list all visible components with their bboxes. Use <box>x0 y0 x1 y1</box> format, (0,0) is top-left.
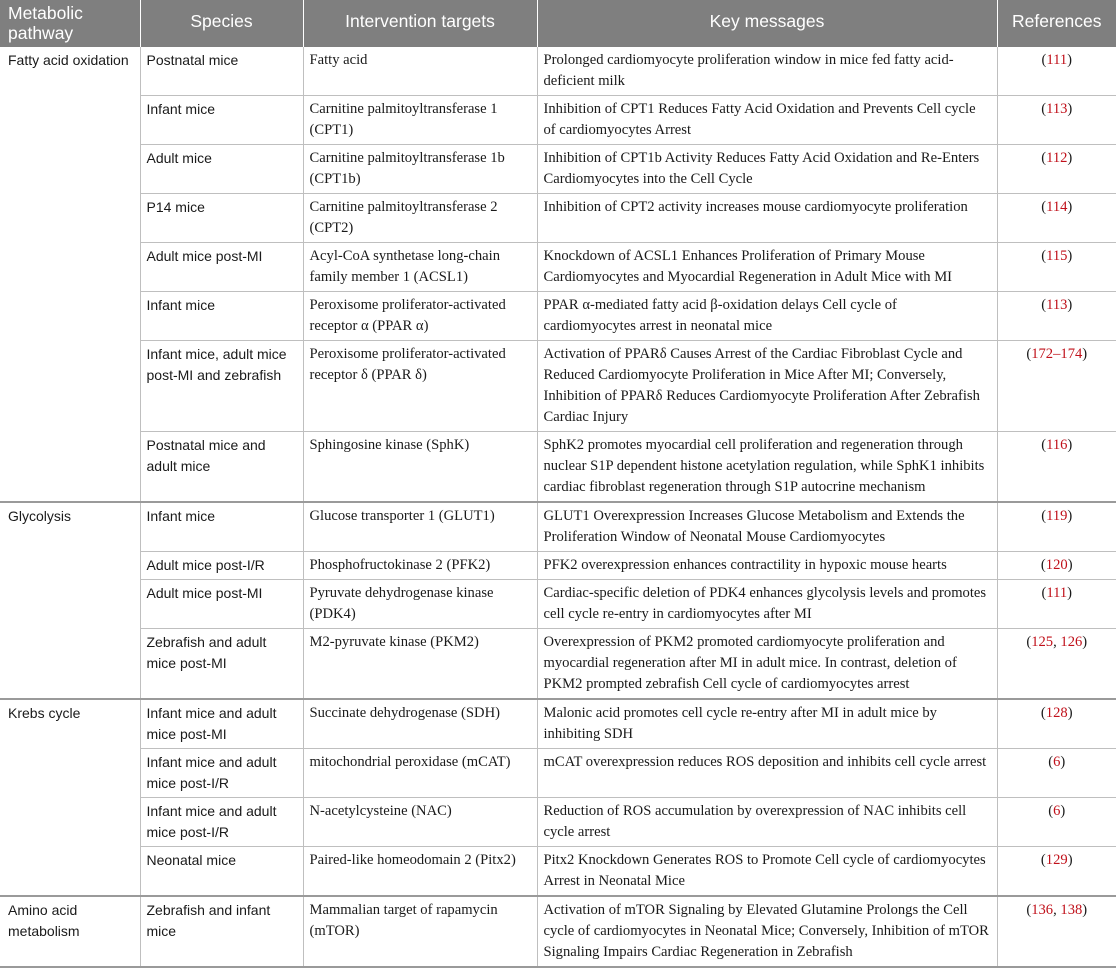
reference-link[interactable]: 128 <box>1045 705 1068 721</box>
cell-species: Infant mice <box>140 292 303 341</box>
reference-link[interactable]: 111 <box>1046 52 1068 68</box>
header-references: References <box>997 0 1116 47</box>
cell-key-message: Activation of PPARδ Causes Arrest of the Cardiac Fibroblast Cycle and Reduced Cardiomyocyte Proliferation in Mice After MI; Conversely, Inhibition of PPARδ Reduces Cardiomyocyte Proliferation After Zebrafish Cardiac Injury <box>537 341 997 432</box>
table-row <box>0 699 1116 749</box>
reference-link[interactable]: 112 <box>1046 150 1068 166</box>
cell-references: (116) <box>997 432 1116 503</box>
reference-link[interactable]: 116 <box>1046 437 1068 453</box>
cell-intervention-target: Phosphofructokinase 2 (PFK2) <box>303 552 537 580</box>
reference-link[interactable]: 138 <box>1060 902 1083 918</box>
table-row <box>0 194 1116 243</box>
cell-references: (120) <box>997 552 1116 580</box>
cell-key-message: mCAT overexpression reduces ROS deposition and inhibits cell cycle arrest <box>537 749 997 798</box>
cell-references: (112) <box>997 145 1116 194</box>
cell-intervention-target: Succinate dehydrogenase (SDH) <box>303 699 537 749</box>
reference-link[interactable]: 113 <box>1046 101 1068 117</box>
cell-key-message: Knockdown of ACSL1 Enhances Proliferation of Primary Mouse Cardiomyocytes and Myocardial Regeneration in Adult Mice with MI <box>537 243 997 292</box>
header-species: Species <box>140 0 303 47</box>
table-row <box>0 292 1116 341</box>
table-row <box>0 798 1116 847</box>
table-row <box>0 96 1116 145</box>
header-metabolic-pathway: Metabolic pathway <box>0 0 140 47</box>
cell-intervention-target: M2-pyruvate kinase (PKM2) <box>303 629 537 700</box>
cell-species: Postnatal mice and adult mice <box>140 432 303 503</box>
cell-key-message: Malonic acid promotes cell cycle re-entry after MI in adult mice by inhibiting SDH <box>537 699 997 749</box>
reference-link[interactable]: 136 <box>1031 902 1054 918</box>
cell-metabolic-pathway: Fatty acid oxidation <box>0 47 140 502</box>
cell-references: (172–174) <box>997 341 1116 432</box>
reference-link[interactable]: 120 <box>1045 557 1068 573</box>
table-row <box>0 502 1116 552</box>
cell-references: (111) <box>997 580 1116 629</box>
cell-key-message: Overexpression of PKM2 promoted cardiomyocyte proliferation and myocardial regeneration after MI in adult mice. In contrast, deletion of PKM2 prompted zebrafish Cell cycle of cardiomyocytes arrest <box>537 629 997 700</box>
cell-key-message: Reduction of ROS accumulation by overexpression of NAC inhibits cell cycle arrest <box>537 798 997 847</box>
reference-link[interactable]: 115 <box>1046 248 1068 264</box>
table-row <box>0 847 1116 897</box>
cell-key-message: Prolonged cardiomyocyte proliferation window in mice fed fatty acid-deficient milk <box>537 47 997 96</box>
cell-key-message: Cardiac-specific deletion of PDK4 enhances glycolysis levels and promotes cell cycle re-entry in cardiomyocytes after MI <box>537 580 997 629</box>
cell-references: (114) <box>997 194 1116 243</box>
table-body <box>0 47 1116 967</box>
reference-link[interactable]: 114 <box>1046 199 1068 215</box>
table-row <box>0 432 1116 503</box>
cell-intervention-target: Carnitine palmitoyltransferase 1 (CPT1) <box>303 96 537 145</box>
cell-species: Infant mice and adult mice post-MI <box>140 699 303 749</box>
cell-intervention-target: Peroxisome proliferator-activated receptor δ (PPAR δ) <box>303 341 537 432</box>
cell-references: (125, 126) <box>997 629 1116 700</box>
cell-species: Adult mice <box>140 145 303 194</box>
table-row <box>0 629 1116 700</box>
cell-intervention-target: Carnitine palmitoyltransferase 2 (CPT2) <box>303 194 537 243</box>
cell-references: (6) <box>997 798 1116 847</box>
cell-references: (119) <box>997 502 1116 552</box>
cell-species: Infant mice, adult mice post-MI and zebrafish <box>140 341 303 432</box>
cell-key-message: PFK2 overexpression enhances contractility in hypoxic mouse hearts <box>537 552 997 580</box>
cell-species: Postnatal mice <box>140 47 303 96</box>
table-row <box>0 749 1116 798</box>
cell-key-message: SphK2 promotes myocardial cell proliferation and regeneration through nuclear S1P dependent histone acetylation regulation, while SphK1 inhibits cardiac fibroblast regeneration through S1P autocrine mechanism <box>537 432 997 503</box>
reference-link[interactable]: 6 <box>1053 803 1061 819</box>
table-row <box>0 243 1116 292</box>
cell-species: Zebrafish and infant mice <box>140 896 303 967</box>
reference-link[interactable]: 113 <box>1046 297 1068 313</box>
cell-references: (113) <box>997 96 1116 145</box>
reference-link[interactable]: 129 <box>1045 852 1068 868</box>
cell-intervention-target: Paired-like homeodomain 2 (Pitx2) <box>303 847 537 897</box>
cell-key-message: Activation of mTOR Signaling by Elevated Glutamine Prolongs the Cell cycle of cardiomyocytes in Neonatal Mice; Conversely, Inhibition of mTOR Signaling Impairs Cardiac Regeneration in Zebrafish <box>537 896 997 967</box>
header-row <box>0 0 1116 47</box>
cell-species: P14 mice <box>140 194 303 243</box>
cell-key-message: Inhibition of CPT2 activity increases mouse cardiomyocyte proliferation <box>537 194 997 243</box>
cell-species: Infant mice and adult mice post-I/R <box>140 798 303 847</box>
cell-intervention-target: N-acetylcysteine (NAC) <box>303 798 537 847</box>
reference-link[interactable]: 125 <box>1031 634 1054 650</box>
cell-species: Zebrafish and adult mice post-MI <box>140 629 303 700</box>
cell-species: Infant mice <box>140 502 303 552</box>
cell-references: (115) <box>997 243 1116 292</box>
cell-intervention-target: Pyruvate dehydrogenase kinase (PDK4) <box>303 580 537 629</box>
cell-metabolic-pathway: Krebs cycle <box>0 699 140 896</box>
reference-link[interactable]: 6 <box>1053 754 1061 770</box>
table-row <box>0 580 1116 629</box>
cell-metabolic-pathway: Glycolysis <box>0 502 140 699</box>
cell-key-message: PPAR α-mediated fatty acid β-oxidation delays Cell cycle of cardiomyocytes arrest in neonatal mice <box>537 292 997 341</box>
reference-link[interactable]: 111 <box>1046 585 1068 601</box>
cell-references: (128) <box>997 699 1116 749</box>
cell-intervention-target: Carnitine palmitoyltransferase 1b (CPT1b) <box>303 145 537 194</box>
table-header <box>0 0 1116 47</box>
cell-references: (111) <box>997 47 1116 96</box>
cell-key-message: Inhibition of CPT1 Reduces Fatty Acid Oxidation and Prevents Cell cycle of cardiomyocytes Arrest <box>537 96 997 145</box>
cell-references: (136, 138) <box>997 896 1116 967</box>
cell-key-message: Pitx2 Knockdown Generates ROS to Promote Cell cycle of cardiomyocytes Arrest in Neonatal Mice <box>537 847 997 897</box>
cell-species: Neonatal mice <box>140 847 303 897</box>
header-key-messages: Key messages <box>537 0 997 47</box>
cell-references: (129) <box>997 847 1116 897</box>
cell-species: Adult mice post-MI <box>140 580 303 629</box>
cell-metabolic-pathway: Amino acid metabolism <box>0 896 140 967</box>
cell-references: (6) <box>997 749 1116 798</box>
table-row <box>0 341 1116 432</box>
table-row <box>0 47 1116 96</box>
cell-intervention-target: mitochondrial peroxidase (mCAT) <box>303 749 537 798</box>
cell-key-message: Inhibition of CPT1b Activity Reduces Fatty Acid Oxidation and Re-Enters Cardiomyocytes into the Cell Cycle <box>537 145 997 194</box>
cell-intervention-target: Fatty acid <box>303 47 537 96</box>
cell-key-message: GLUT1 Overexpression Increases Glucose Metabolism and Extends the Proliferation Window of Neonatal Mouse Cardiomyocytes <box>537 502 997 552</box>
cell-species: Infant mice and adult mice post-I/R <box>140 749 303 798</box>
reference-link[interactable]: 126 <box>1060 634 1083 650</box>
cell-intervention-target: Mammalian target of rapamycin (mTOR) <box>303 896 537 967</box>
cell-species: Infant mice <box>140 96 303 145</box>
reference-link[interactable]: 119 <box>1046 508 1068 524</box>
table-row <box>0 552 1116 580</box>
table-row <box>0 896 1116 967</box>
cell-intervention-target: Sphingosine kinase (SphK) <box>303 432 537 503</box>
cell-intervention-target: Acyl-CoA synthetase long-chain family member 1 (ACSL1) <box>303 243 537 292</box>
cell-species: Adult mice post-MI <box>140 243 303 292</box>
cell-species: Adult mice post-I/R <box>140 552 303 580</box>
cell-intervention-target: Glucose transporter 1 (GLUT1) <box>303 502 537 552</box>
table-row <box>0 145 1116 194</box>
cell-references: (113) <box>997 292 1116 341</box>
header-intervention-targets: Intervention targets <box>303 0 537 47</box>
reference-link[interactable]: 172–174 <box>1031 346 1083 362</box>
cell-intervention-target: Peroxisome proliferator-activated receptor α (PPAR α) <box>303 292 537 341</box>
